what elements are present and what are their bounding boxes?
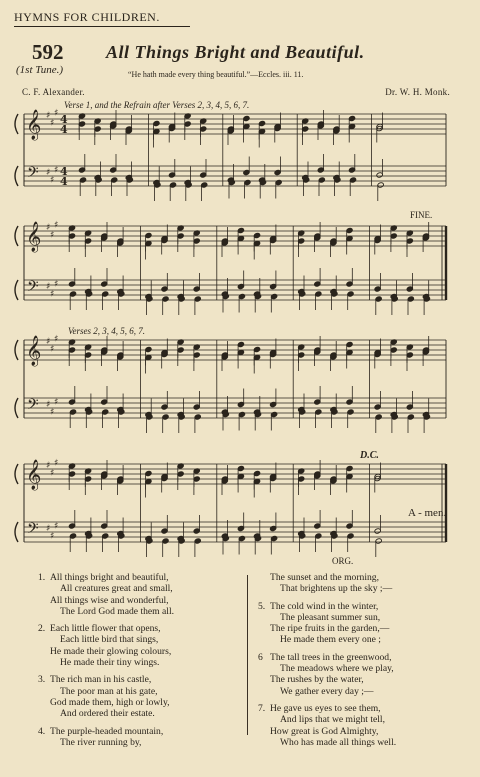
fine-marking: FINE. xyxy=(410,210,433,220)
author-credit: C. F. Alexander. xyxy=(22,87,85,97)
verse-line: He made them every one ; xyxy=(280,634,381,646)
bass-clef-icon: 𝄢 xyxy=(27,520,39,541)
verse-line: Each little bird that sings, xyxy=(60,634,159,646)
sharp-icon: ♯ xyxy=(46,337,51,347)
verse-line: The tall trees in the greenwood, xyxy=(270,651,392,663)
verse-6 xyxy=(258,652,468,697)
sharp-icon: ♯ xyxy=(46,461,51,471)
verse1-annotation: Verse 1, and the Refrain after Verses 2, 3, 4, 5, 6, 7. xyxy=(64,100,250,110)
sharp-icon: ♯ xyxy=(46,400,51,410)
verse-line: The river running by, xyxy=(60,736,142,748)
system-brace xyxy=(15,114,18,186)
verse-line: He made their glowing colours, xyxy=(50,645,172,657)
time-signature: 4 xyxy=(60,113,68,126)
verse-line: The sunset and the morning, xyxy=(270,572,379,583)
verse-number: 6 xyxy=(258,651,263,663)
verse-line: The purple-headed mountain, xyxy=(50,725,164,737)
tune-note: (1st Tune.) xyxy=(16,64,64,76)
verse-line: The Lord God made them all. xyxy=(60,605,175,617)
system-brace xyxy=(15,340,18,418)
composer-credit: Dr. W. H. Monk. xyxy=(385,87,450,97)
verse-line: The poor man at his gate, xyxy=(60,685,158,697)
verse-7 xyxy=(258,703,468,748)
sharp-icon: ♯ xyxy=(46,111,51,121)
verse-number: 7. xyxy=(258,702,266,714)
verse-1 xyxy=(38,572,248,617)
sharp-icon: ♯ xyxy=(50,468,55,479)
verse-4 xyxy=(38,726,248,749)
time-signature: 4 xyxy=(60,165,68,178)
sharp-icon: ♯ xyxy=(46,282,51,292)
verse-line: How great is God Almighty, xyxy=(270,725,379,737)
verse-line: And lips that we might tell, xyxy=(280,714,385,726)
verse-line: Each little flower that opens, xyxy=(50,623,161,635)
verse-4 xyxy=(258,572,468,595)
time-signature: 4 xyxy=(60,175,68,188)
treble-clef-icon: 𝄞 xyxy=(26,460,42,490)
system-brace xyxy=(15,464,18,542)
verse-line: The rich man in his castle, xyxy=(50,674,152,686)
verse-line: He gave us eyes to see them, xyxy=(270,702,381,714)
treble-clef-icon: 𝄞 xyxy=(26,110,42,140)
verse-line: The rushes by the water, xyxy=(270,674,364,686)
verse-line: All things wise and wonderful, xyxy=(50,594,169,606)
verses-annotation: Verses 2, 3, 4, 5, 6, 7. xyxy=(68,326,145,336)
sharp-icon: ♯ xyxy=(54,397,59,408)
sharp-icon: ♯ xyxy=(50,118,55,129)
hymn-title: All Things Bright and Beautiful. xyxy=(106,42,365,62)
treble-clef-icon: 𝄞 xyxy=(26,336,42,366)
sharp-icon: ♯ xyxy=(46,524,51,534)
verse-number: 2. xyxy=(38,623,46,635)
amen-lyric: A - men. xyxy=(408,507,447,519)
verse-line: All things bright and beautiful, xyxy=(50,572,169,583)
verse-line: The cold wind in the winter, xyxy=(270,600,379,612)
sharp-icon: ♯ xyxy=(46,168,51,178)
hymn-number: 592 xyxy=(32,40,64,64)
sharp-icon: ♯ xyxy=(54,279,59,290)
system-brace xyxy=(15,226,18,300)
sharp-icon: ♯ xyxy=(54,458,59,469)
sharp-icon: ♯ xyxy=(50,344,55,355)
sharp-icon: ♯ xyxy=(54,334,59,345)
bass-clef-icon: 𝄢 xyxy=(27,278,39,299)
sharp-icon: ♯ xyxy=(54,108,59,119)
sharp-icon: ♯ xyxy=(54,165,59,176)
verse-number: 3. xyxy=(38,674,46,686)
running-head: HYMNS FOR CHILDREN. xyxy=(14,10,160,24)
verse-line: All creatures great and small, xyxy=(60,583,173,595)
verse-line: The ripe fruits in the garden,— xyxy=(270,623,390,635)
verse-line: And ordered their estate. xyxy=(60,708,155,720)
bass-clef-icon: 𝄢 xyxy=(27,396,39,417)
bass-clef-icon: 𝄢 xyxy=(27,164,39,185)
verse-number: 1. xyxy=(38,572,46,583)
time-signature: 4 xyxy=(60,123,68,136)
verses-left-column xyxy=(38,572,248,754)
verse-line: God made them, high or lowly, xyxy=(50,696,170,708)
sharp-icon: ♯ xyxy=(50,289,55,300)
epigraph: “He hath made every thing beautiful.”—Eccles. iii. 11. xyxy=(128,70,304,79)
verse-number: 5. xyxy=(258,600,266,612)
verse-line: Who has made all things well. xyxy=(280,736,397,748)
dc-marking: D.C. xyxy=(360,450,379,461)
verse-line: The pleasant summer sun, xyxy=(280,611,381,623)
verse-line: He made their tiny wings. xyxy=(60,657,160,669)
sharp-icon: ♯ xyxy=(50,531,55,542)
verse-3 xyxy=(38,674,248,719)
verse-5 xyxy=(258,601,468,646)
org-marking: ORG. xyxy=(332,556,354,566)
sharp-icon: ♯ xyxy=(50,230,55,241)
verses-right-column xyxy=(258,572,468,754)
sharp-icon: ♯ xyxy=(46,223,51,233)
sharp-icon: ♯ xyxy=(50,407,55,418)
verse-2 xyxy=(38,623,248,668)
treble-clef-icon: 𝄞 xyxy=(26,222,42,252)
sharp-icon: ♯ xyxy=(50,175,55,186)
verse-line: That brightens up the sky ;— xyxy=(280,583,393,595)
verse-line: We gather every day ;— xyxy=(280,685,374,697)
sharp-icon: ♯ xyxy=(54,521,59,532)
verse-number: 4. xyxy=(38,725,46,737)
sharp-icon: ♯ xyxy=(54,220,59,231)
verse-line: The meadows where we play, xyxy=(280,663,394,675)
